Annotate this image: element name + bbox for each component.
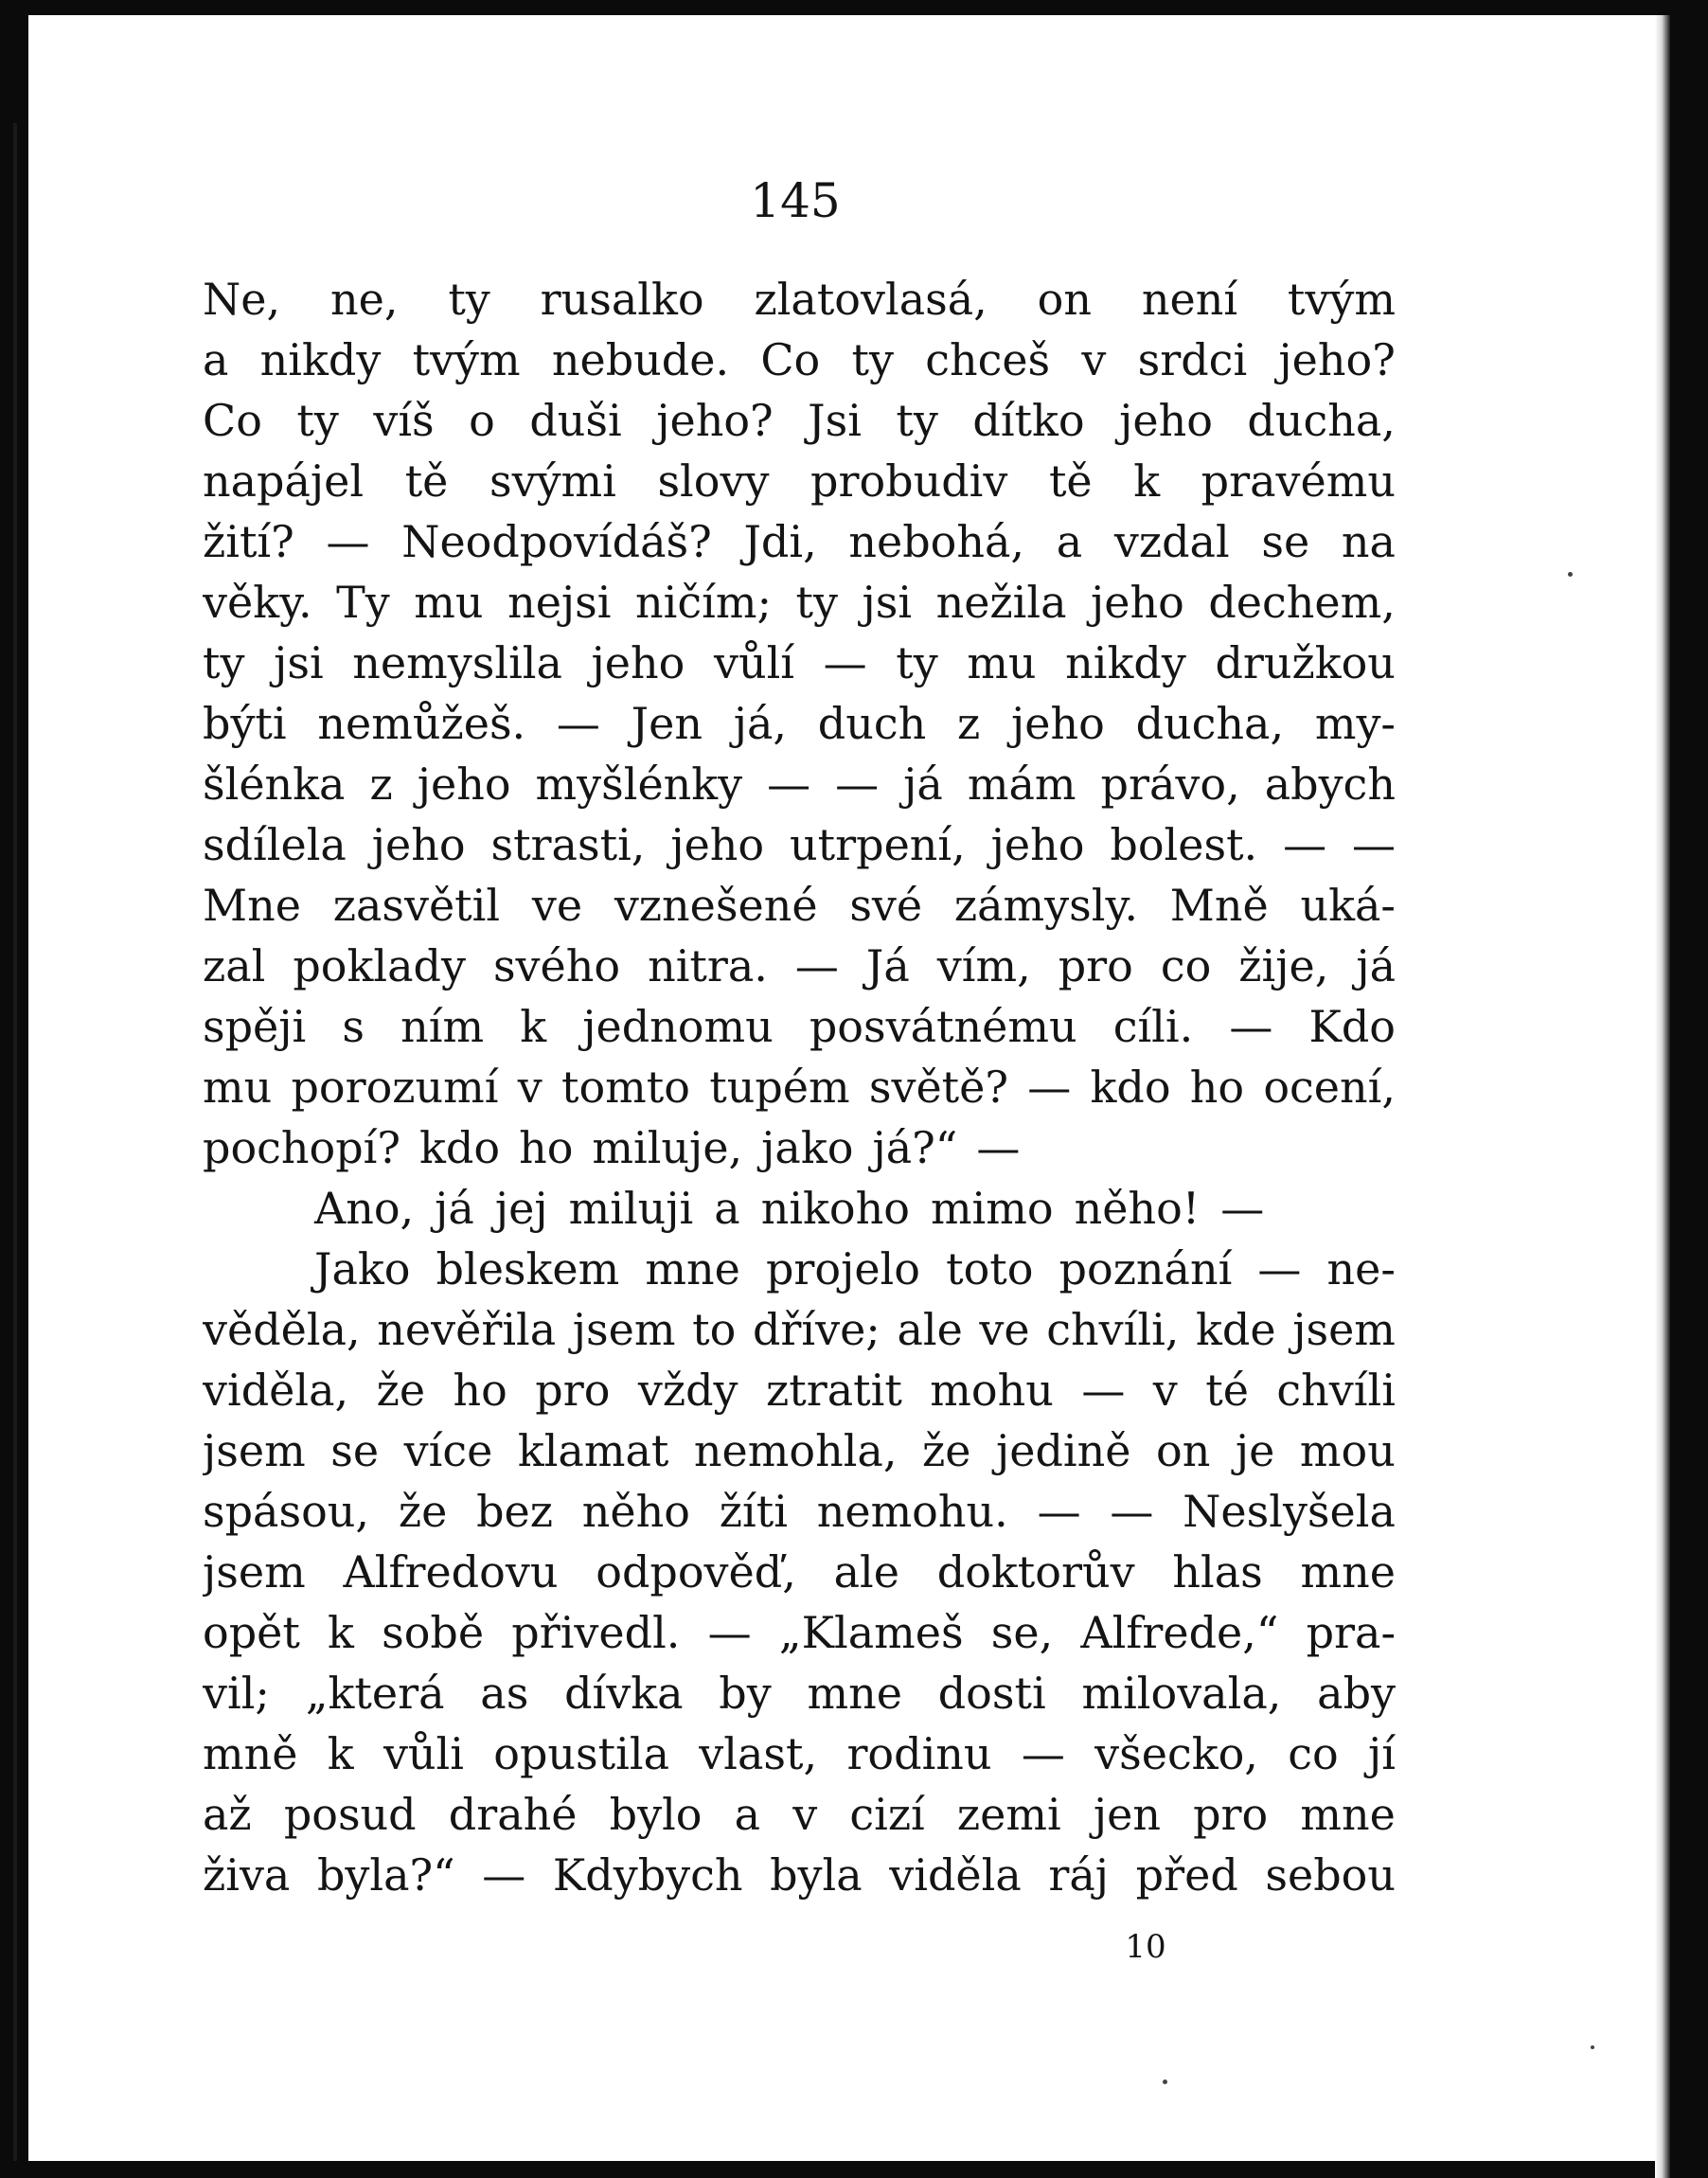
word: nebude.	[551, 334, 730, 385]
word: k	[1133, 455, 1161, 507]
word: to	[692, 1304, 737, 1355]
word: je	[1235, 1425, 1275, 1476]
word: se	[330, 1425, 380, 1476]
word: zámysly.	[953, 880, 1138, 931]
word: vím,	[936, 940, 1031, 991]
word: v	[792, 1789, 818, 1840]
word: k	[520, 1001, 547, 1052]
word: na	[1341, 516, 1396, 567]
word: Ty	[336, 577, 390, 628]
word: chvíli	[1276, 1365, 1396, 1416]
word: šlénka	[203, 759, 346, 810]
word: světě?	[868, 1062, 1009, 1113]
text-line	[203, 269, 1396, 330]
text-line	[203, 1057, 1396, 1117]
word: doktorův	[936, 1546, 1135, 1598]
word: as	[480, 1668, 529, 1719]
word: uká-	[1300, 880, 1396, 931]
word: opustila	[493, 1728, 669, 1779]
body-text	[203, 269, 1396, 1936]
word: až	[203, 1789, 252, 1840]
text-line	[203, 814, 1396, 875]
word: o	[469, 395, 495, 446]
word: vzdal	[1113, 516, 1230, 567]
word: vůlí	[713, 637, 794, 688]
text-line	[203, 511, 1396, 572]
word: právo,	[1100, 759, 1240, 810]
word: nikoho	[760, 1183, 910, 1234]
word: jeho	[591, 637, 685, 688]
word: k	[328, 1607, 354, 1658]
word: jeho?	[656, 395, 774, 446]
text-line	[203, 1845, 1396, 1905]
word: nežila	[935, 577, 1067, 628]
word: jeho	[1011, 698, 1105, 749]
word: ničím;	[635, 577, 772, 628]
word: kdo	[1090, 1062, 1171, 1113]
word: dívka	[564, 1668, 684, 1719]
word: já	[1356, 940, 1396, 991]
word: tvým	[1287, 274, 1396, 325]
word: opět	[203, 1607, 300, 1658]
word: —	[1257, 1243, 1302, 1294]
word: já	[435, 1183, 474, 1234]
word: mu	[203, 1062, 273, 1113]
word: pro	[1193, 1789, 1269, 1840]
word: ve	[979, 1304, 1030, 1355]
text-line	[203, 1784, 1396, 1845]
signature-mark: 10	[1125, 1928, 1166, 1966]
text-line	[203, 1663, 1396, 1723]
word: že	[376, 1365, 426, 1416]
word: v	[517, 1062, 543, 1113]
word: byla?“	[316, 1849, 455, 1901]
word: nejsi	[507, 577, 612, 628]
word: tě	[1048, 455, 1093, 507]
word: Ne,	[203, 274, 281, 325]
word: co	[1160, 940, 1212, 991]
word: byla	[770, 1849, 863, 1901]
word: Ano,	[314, 1183, 415, 1234]
word: svého	[492, 940, 621, 991]
word: z	[957, 698, 981, 749]
word: a	[203, 334, 229, 385]
word: bez	[476, 1486, 553, 1537]
word: více	[403, 1425, 493, 1476]
word: ducha,	[1247, 395, 1396, 446]
word: jeho	[417, 759, 511, 810]
word: Kdybych	[552, 1849, 743, 1901]
word: já,	[733, 698, 788, 749]
word: ty	[203, 637, 245, 688]
word: —	[1027, 1062, 1072, 1113]
word: Jdi,	[743, 516, 817, 567]
text-line	[203, 451, 1396, 511]
word: —	[767, 759, 811, 810]
word: mou	[1299, 1425, 1396, 1476]
word: dříve;	[752, 1304, 881, 1355]
word: žíti	[719, 1486, 788, 1537]
word: ty	[296, 395, 339, 446]
word: —	[707, 1607, 752, 1658]
word: vlast,	[699, 1728, 818, 1779]
word: hlas	[1172, 1546, 1263, 1598]
word: —	[482, 1849, 526, 1901]
word: nikdy	[259, 334, 382, 385]
word: a	[1056, 516, 1083, 567]
word: žije,	[1238, 940, 1329, 991]
word: jako	[761, 1122, 854, 1173]
word: strasti,	[490, 819, 646, 870]
word: cíli.	[1112, 1001, 1194, 1052]
word: Co	[760, 334, 821, 385]
word: nevěřila	[377, 1304, 557, 1355]
word: bolest.	[1110, 819, 1258, 870]
word: mně	[203, 1728, 298, 1779]
text-line	[203, 693, 1396, 754]
word: ty	[448, 274, 490, 325]
word: odpověď,	[596, 1546, 796, 1598]
word: víš	[373, 395, 435, 446]
word: mimo	[930, 1183, 1054, 1234]
word: nitra.	[648, 940, 768, 991]
word: Kdo	[1308, 1001, 1396, 1052]
word: —	[326, 516, 370, 567]
word: mám	[967, 759, 1076, 810]
word: mne	[807, 1668, 902, 1719]
word: nebohá,	[848, 516, 1025, 567]
word: Neodpovídáš?	[401, 516, 712, 567]
word: viděla,	[203, 1365, 349, 1416]
word: Mně	[1169, 880, 1269, 931]
word: aby	[1317, 1668, 1396, 1719]
word: miluje,	[592, 1122, 743, 1173]
word: Já	[865, 940, 910, 991]
word: —	[976, 1122, 1021, 1173]
word: věky.	[203, 577, 312, 628]
word: —	[1037, 1486, 1081, 1537]
word: Jako	[314, 1243, 411, 1294]
word: „Klameš	[778, 1607, 964, 1658]
word: jeho?	[1278, 334, 1396, 385]
word: že	[922, 1425, 971, 1476]
word: dítko	[972, 395, 1085, 446]
word: on	[1037, 274, 1092, 325]
word: pravému	[1201, 455, 1396, 507]
word: —	[823, 637, 867, 688]
word: z	[369, 759, 393, 810]
word: jsem	[203, 1425, 306, 1476]
word: jsi	[862, 577, 913, 628]
word: zal	[203, 940, 266, 991]
word: mohu	[930, 1365, 1054, 1416]
word: jsem	[203, 1546, 306, 1598]
word: ve	[531, 880, 583, 931]
word: jen	[1093, 1789, 1161, 1840]
word: ducha,	[1135, 698, 1285, 749]
word: jí	[1367, 1728, 1396, 1779]
word: jeho	[1091, 577, 1184, 628]
word: sdílela	[203, 819, 347, 870]
word: se,	[990, 1607, 1054, 1658]
word: jsem	[572, 1304, 676, 1355]
scan-border-right	[1666, 0, 1708, 2178]
word: nemohla,	[693, 1425, 898, 1476]
text-line	[203, 1481, 1396, 1542]
word: jeho	[990, 819, 1085, 870]
word: věděla,	[203, 1304, 361, 1355]
word: nikdy	[1065, 637, 1186, 688]
word: —	[1081, 1365, 1126, 1416]
word: žití?	[203, 516, 294, 567]
word: před	[1135, 1849, 1238, 1901]
word: probudiv	[810, 455, 1008, 507]
word: „která	[305, 1668, 445, 1719]
word: přivedl.	[511, 1607, 681, 1658]
word: poklady	[293, 940, 466, 991]
word: Alfrede,“	[1080, 1607, 1279, 1658]
word: Jen	[631, 698, 703, 749]
word: živa	[203, 1849, 291, 1901]
word: spásou,	[203, 1486, 370, 1537]
word: ale	[833, 1546, 899, 1598]
word: tě	[404, 455, 449, 507]
word: kdo	[419, 1122, 501, 1173]
word: ráj	[1048, 1849, 1110, 1901]
word: on	[1156, 1425, 1211, 1476]
word: projelo	[765, 1243, 920, 1294]
word: —	[835, 759, 880, 810]
word: své	[849, 880, 923, 931]
word: ne,	[329, 274, 399, 325]
word: miluji	[568, 1183, 694, 1234]
word: —	[794, 940, 839, 991]
word: družkou	[1215, 637, 1396, 688]
word: ho	[1189, 1062, 1245, 1113]
word: kde	[1196, 1304, 1276, 1355]
word: drahé	[448, 1789, 578, 1840]
word: pro	[1058, 940, 1133, 991]
word: něho!	[1074, 1183, 1201, 1234]
word: vůli	[383, 1728, 464, 1779]
text-line	[203, 330, 1396, 390]
word: srdci	[1137, 334, 1248, 385]
word: něho	[581, 1486, 690, 1537]
word: spěji	[203, 1001, 307, 1052]
text-line	[203, 1420, 1396, 1481]
word: ním	[400, 1001, 485, 1052]
text-line	[203, 1117, 1396, 1178]
word: mu	[967, 637, 1037, 688]
word: chceš	[925, 334, 1051, 385]
word: mne	[645, 1243, 740, 1294]
word: cizí	[849, 1789, 925, 1840]
word: k	[327, 1728, 354, 1779]
word: ne-	[1326, 1243, 1396, 1294]
word: a	[714, 1183, 740, 1234]
word: duši	[529, 395, 622, 446]
text-line	[203, 996, 1396, 1057]
scan-border-top	[0, 0, 1708, 15]
word: toto	[946, 1243, 1034, 1294]
word: není	[1141, 274, 1238, 325]
word: —	[1229, 1001, 1273, 1052]
word: pro	[535, 1365, 611, 1416]
word: jsi	[274, 637, 324, 688]
word: —	[1110, 1486, 1154, 1537]
word: posud	[283, 1789, 417, 1840]
word: jedině	[996, 1425, 1131, 1476]
word: Co	[203, 395, 262, 446]
word: ocení,	[1263, 1062, 1396, 1113]
word: napájel	[203, 455, 365, 507]
word: ty	[896, 637, 938, 688]
word: jsem	[1292, 1304, 1396, 1355]
word: by	[719, 1668, 772, 1719]
word: posvátnému	[809, 1001, 1077, 1052]
word: nemohu.	[816, 1486, 1008, 1537]
word: jeho	[670, 819, 765, 870]
word: a	[734, 1789, 761, 1840]
word: —	[1352, 819, 1396, 870]
word: bylo	[609, 1789, 703, 1840]
word: jeho	[1119, 395, 1213, 446]
word: tupém	[709, 1062, 850, 1113]
word: s	[342, 1001, 365, 1052]
word: Mne	[203, 880, 301, 931]
word: vždy	[637, 1365, 738, 1416]
text-line	[203, 875, 1396, 936]
text-line	[203, 1360, 1396, 1420]
word: sebou	[1265, 1849, 1396, 1901]
word: zlatovlasá,	[754, 274, 987, 325]
word: rodinu	[846, 1728, 992, 1779]
word: zemi	[956, 1789, 1061, 1840]
text-line	[203, 633, 1396, 693]
word: abych	[1264, 759, 1396, 810]
word: ho	[519, 1122, 574, 1173]
word: tvým	[412, 334, 521, 385]
word: poznání	[1059, 1243, 1233, 1294]
word: mne	[1300, 1789, 1396, 1840]
text-line	[203, 754, 1396, 814]
text-line	[203, 1299, 1396, 1360]
scan-border-left-line	[13, 123, 17, 2169]
word: —	[1021, 1728, 1065, 1779]
word: ty	[896, 395, 938, 446]
text-line	[203, 1723, 1396, 1784]
scan-speck	[1568, 572, 1573, 577]
scan-speck	[1163, 2080, 1167, 2084]
word: nemyslila	[352, 637, 562, 688]
word: ty	[795, 577, 838, 628]
word: rusalko	[540, 274, 704, 325]
word: nemůžeš.	[317, 698, 526, 749]
word: vznešené	[614, 880, 818, 931]
word: v	[1152, 1365, 1178, 1416]
word: ale	[897, 1304, 963, 1355]
word: pra-	[1306, 1607, 1396, 1658]
word: slovy	[657, 455, 770, 507]
word: všecko,	[1094, 1728, 1258, 1779]
text-line	[203, 1239, 1396, 1299]
word: milovala,	[1081, 1668, 1282, 1719]
word: jeho	[371, 819, 466, 870]
scan-border-bottom	[0, 2161, 1708, 2178]
word: býti	[203, 698, 287, 749]
word: chvíli,	[1046, 1304, 1180, 1355]
word: utrpení,	[790, 819, 966, 870]
word: dechem,	[1208, 577, 1396, 628]
word: bleskem	[436, 1243, 620, 1294]
word: ty	[851, 334, 894, 385]
word: se	[1261, 516, 1310, 567]
page-edge-shadow	[1655, 15, 1670, 2178]
word: Jsi	[808, 395, 862, 446]
word: my-	[1314, 698, 1396, 749]
word: svými	[489, 455, 616, 507]
word: —	[1283, 819, 1327, 870]
word: —	[556, 698, 600, 749]
word: porozumí	[291, 1062, 499, 1113]
word: já	[903, 759, 943, 810]
word: jej	[494, 1183, 548, 1234]
text-line	[203, 1542, 1396, 1602]
word: sobě	[382, 1607, 485, 1658]
word: ztratit	[766, 1365, 902, 1416]
word: —	[1220, 1183, 1265, 1234]
word: mne	[1300, 1546, 1396, 1598]
word: jednomu	[582, 1001, 774, 1052]
scan-speck	[1591, 2045, 1594, 2049]
word: mu	[414, 577, 484, 628]
word: já?“	[872, 1122, 958, 1173]
word: že	[398, 1486, 448, 1537]
word: té	[1205, 1365, 1249, 1416]
text-line	[203, 1178, 1396, 1239]
word: Alfredovu	[343, 1546, 559, 1598]
page-number: 145	[750, 173, 841, 228]
text-line	[203, 1602, 1396, 1663]
word: v	[1081, 334, 1107, 385]
word: myšlénky	[535, 759, 743, 810]
word: viděla	[889, 1849, 1022, 1901]
text-line	[203, 572, 1396, 633]
word: tomto	[560, 1062, 690, 1113]
text-line	[203, 936, 1396, 996]
word: vil;	[203, 1668, 270, 1719]
word: co	[1288, 1728, 1339, 1779]
word: klamat	[517, 1425, 669, 1476]
word: ho	[453, 1365, 507, 1416]
word: duch	[817, 698, 927, 749]
word: dosti	[937, 1668, 1046, 1719]
word: Neslyšela	[1183, 1486, 1396, 1537]
word: pochopí?	[203, 1122, 401, 1173]
word: zasvětil	[332, 880, 501, 931]
text-line	[203, 390, 1396, 451]
